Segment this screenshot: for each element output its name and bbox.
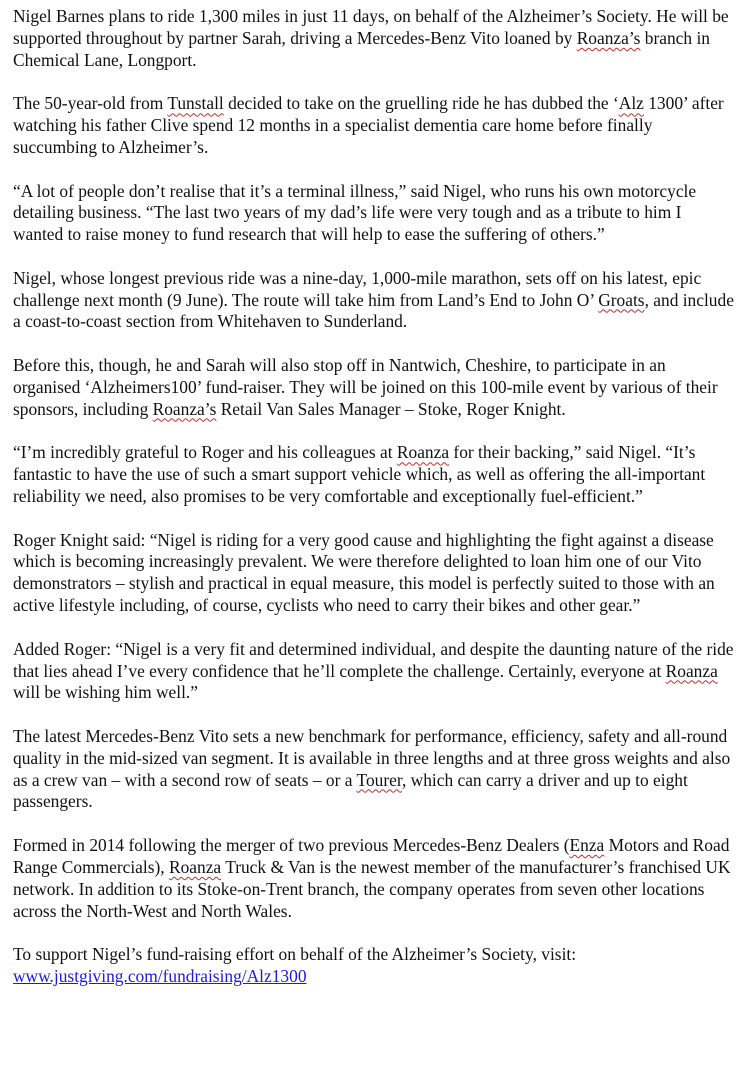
text-run: Formed in 2014 following the merger of two previous Mercedes-Benz Dealers (	[13, 835, 570, 856]
misspelled-word[interactable]: Enza	[569, 835, 605, 856]
text-run: The latest Mercedes-Benz Vito sets a new benchmark for performance, efficiency, safety and all-round quality in the mid-sized van segment. It is available in three lengths and at three gross weights and also as a crew van – with a second row of seats – or a	[13, 726, 731, 790]
text-run: decided to take on the gruelling ride he has dubbed the ‘	[223, 93, 619, 114]
paragraph	[13, 835, 735, 922]
paragraph	[13, 6, 735, 71]
misspelled-word[interactable]: Groats	[598, 289, 645, 310]
text-run: To support Nigel’s fund-raising effort on behalf of the Alzheimer’s Society, visit:	[13, 944, 577, 965]
misspelled-word[interactable]: Roanza’s	[152, 398, 217, 419]
paragraph	[13, 355, 735, 420]
paragraph	[13, 268, 735, 333]
paragraph	[13, 639, 735, 704]
paragraph	[13, 442, 735, 507]
text-run: Retail Van Sales Manager – Stoke, Roger Knight.	[216, 398, 566, 419]
text-run: 1300’ after watching his father Clive spend 12 months in a specialist dementia care home before finally succumbing to Alzheimer’s.	[13, 93, 724, 157]
text-run: branch in Chemical Lane, Longport.	[13, 27, 710, 70]
paragraph	[13, 181, 735, 246]
text-run: , and include a coast-to-coast section from Whitehaven to Sunderland.	[13, 289, 734, 332]
text-run: “A lot of people don’t realise that it’s a terminal illness,” said Nigel, who runs his own motorcycle detailing business. “The last two years of my dad’s life were very tough and as a tribute to him I wanted to raise money to fund research that will help to ease the suffering of others.”	[13, 180, 697, 245]
misspelled-word[interactable]: Tourer	[356, 769, 402, 790]
text-run: for their backing,” said Nigel. “It’s fantastic to have the use of such a smart support vehicle which, as well as offering the all-important reliability we need, also promises to be very comfortable and exceptionally fuel-efficient.”	[13, 442, 706, 506]
text-run: will be wishing him well.”	[13, 682, 198, 703]
text-run: Nigel, whose longest previous ride was a nine-day, 1,000-mile marathon, sets off on his latest, epic challenge next month (9 June). The route will take him from Land’s End to John O’	[13, 267, 702, 310]
text-run: Motors and Road Range Commercials),	[13, 835, 730, 877]
text-run: , which can carry a driver and up to eight passengers.	[13, 769, 688, 812]
text-run: Truck & Van is the newest member of the manufacturer’s franchised UK network. In addition to its Stoke-on-Trent branch, the company operates from seven other locations across the North-West and North Wales.	[13, 856, 731, 921]
document-body	[13, 6, 735, 1010]
text-run: Roger Knight said: “Nigel is riding for a very good cause and highlighting the fight against a disease which is becoming increasingly prevalent. We were therefore delighted to loan him one of our Vito demonstrators – stylish and practical in equal measure, this model is perfectly suited to those with an active lifestyle including, of course, cyclists who need to carry their bikes and other gear.”	[13, 529, 715, 616]
text-run: Before this, though, he and Sarah will also stop off in Nantwich, Cheshire, to participate in an organised ‘Alzheimers100’ fund-raiser. They will be joined on this 100-mile event by various of their sponsors, including	[13, 355, 718, 419]
misspelled-word[interactable]: Roanza	[665, 660, 718, 681]
paragraph	[13, 530, 735, 617]
misspelled-word[interactable]: Alz	[618, 93, 644, 114]
misspelled-word[interactable]: Roanza	[169, 856, 222, 877]
text-run: The 50-year-old from	[13, 93, 168, 114]
misspelled-word[interactable]: Roanza’s	[576, 27, 641, 48]
paragraph	[13, 93, 735, 158]
justgiving-link[interactable]: www.justgiving.com/fundraising/Alz1300	[13, 966, 307, 986]
text-run: “I’m incredibly grateful to Roger and his colleagues at	[13, 442, 397, 463]
text-run: Added Roger: “Nigel is a very fit and determined individual, and despite the daunting nature of the ride that lies ahead I’ve every confidence that he’ll complete the challenge. Certainly, everyone at	[13, 638, 734, 681]
misspelled-word[interactable]: Tunstall	[167, 93, 224, 114]
misspelled-word[interactable]: Roanza	[396, 442, 450, 463]
text-run: Nigel Barnes plans to ride 1,300 miles in just 11 days, on behalf of the Alzheimer’s Society. He will be supported throughout by partner Sarah, driving a Mercedes-Benz Vito loaned by	[13, 6, 729, 48]
paragraph	[13, 944, 735, 988]
paragraph	[13, 726, 735, 813]
